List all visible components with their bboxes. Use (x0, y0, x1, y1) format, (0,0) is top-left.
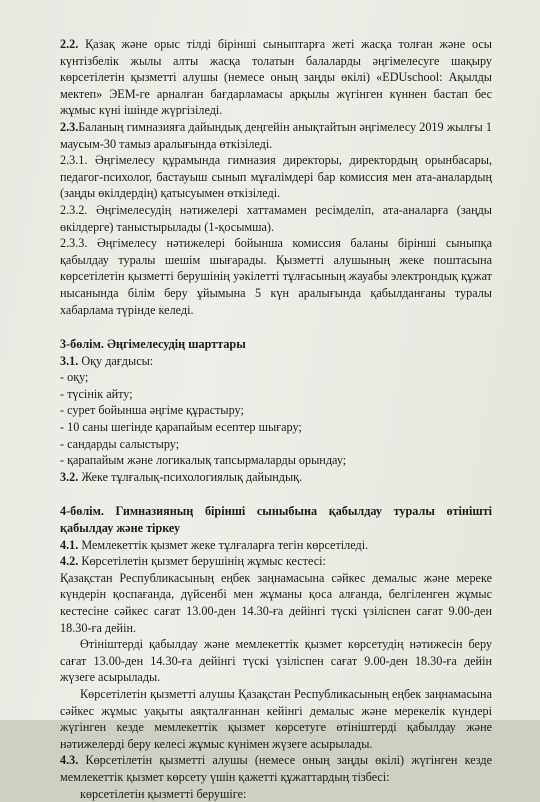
paragraph-2-3-1: 2.3.1. Әңгімелесу құрамында гимназия директоры, директордың орынбасары, педагог-психолог, бастауыш сынып мұғалімдері бар комиссия мен ата-аналардың (заңды өкілдердің) қатысуымен өткізіледі. (60, 153, 492, 201)
list-item: - сандарды салыстыру; (60, 436, 180, 451)
paragraph-2-2 (60, 36, 492, 119)
clause-number: 4.3. (60, 753, 79, 768)
section-heading-text: 4-бөлім. Гимназияның бірінші сыныбына қабылдау туралы өтінішті қабылдау және тіркеу (60, 504, 492, 536)
clause-text: Қазақ және орыс тілді бірінші сыныптарға жеті жасқа толған және осы күнтізбелік жылы алты жасқа толатын балаларды әңгімелесуге шақыру көрсетілетін қызметті алушы (немесе оның заңды өкілі) «EDUschool: Ақылды мектеп» ЭЕМ-ге арналған бағдарламасы арқылы жүгінген күннен бастап бес жұмыс күні ішінде жүргізіледі. (60, 37, 492, 118)
clause-number: 3.1. (60, 353, 79, 368)
paragraph-2-3-2: 2.3.2. Әңгімелесудің нәтижелері хаттамамен ресімделіп, ата-аналарға (заңды өкілдерге) таныстырылады (1-қосымша). (60, 202, 492, 234)
paragraph-3-1 (60, 353, 492, 370)
clause-number: 3.2. (60, 469, 79, 484)
section-heading-text: 3-бөлім. Әңгімелесудің шарттары (60, 337, 246, 352)
paragraph-2-3-3: 2.3.3. Әңгімелесу нәтижелері бойынша комиссия баланы бірінші сыныпқа қабылдау туралы шешім шығарады. Қызметті алушының жеке поштасына көрсетілетін қызметті берушінің уәкілетті тұлғасының жауабы электрондық құжат нысанында білім беру ұйымына 5 күн аралығында қабылданғаны туралы хабарлама түрінде келеді. (60, 236, 492, 317)
clause-number: 4.1. (60, 537, 79, 552)
paragraph-4-2-body-3: Көрсетілетін қызметті алушы Қазақстан Республикасының еңбек заңнамасына сәйкес жұмыс уақыты аяқталғаннан кейінгі демалыс және мерекелік күндері жүгінген кезде мемлекеттік қызмет көрсетуге өтініштерді қабылдау және нәтижелерді беру келесі жұмыс күнімен жүзеге асырылады. (60, 686, 492, 751)
clause-number: 2.3. (60, 119, 79, 134)
list-item: - 10 саны шегінде қарапайым есептер шығару; (60, 420, 302, 435)
list-item: - оқу; (60, 370, 89, 385)
list-item: - түсінік айту; (60, 386, 133, 401)
clause-text: Көрсетілетін қызметті алушы (немесе оның заңды өкілі) жүгінген кезде мемлекеттік қызмет көрсету үшін қажетті құжаттардың тізбесі: (60, 753, 492, 784)
paragraph-4-1 (60, 537, 492, 554)
section-3-heading (60, 336, 492, 353)
section-4-heading (60, 503, 492, 536)
paragraph-4-3 (60, 752, 492, 785)
list-item: - сурет бойынша әңгіме құрастыру; (60, 403, 244, 418)
paragraph-2-3 (60, 119, 492, 152)
clause-text: Баланың гимназияға дайындық деңгейін анықтайтын әңгімелесу 2019 жылғы 1 маусым-30 тамыз аралығында өткізіледі. (60, 119, 492, 151)
clause-text: Оқу дағдысы: (78, 353, 154, 368)
paragraph-3-2 (60, 469, 492, 486)
paragraph-4-2-body-2: Өтініштерді қабылдау және мемлекеттік қызмет көрсетудің нәтижесін беру сағат 13.00-ден 14.30-ға дейінгі түскі үзіліспен сағат 9.00-ден 18.30-ға дейін жүзеге асырылады. (60, 637, 492, 685)
clause-text: Жеке тұлғалық-психологиялық дайындық. (78, 469, 303, 484)
clause-text: Көрсетілетін қызмет берушінің жұмыс кестесі: (78, 554, 326, 569)
clause-text: Мемлекеттік қызмет жеке тұлғаларға тегін көрсетіледі. (78, 537, 369, 552)
paragraph-4-2 (60, 553, 492, 570)
list-item: - қарапайым және логикалық тапсырмаларды орындау; (60, 453, 347, 468)
paragraph-4-3-last: көрсетілетін қызметті берушіге: (80, 786, 247, 801)
paragraph-4-2-body: Қазақстан Республикасының еңбек заңнамасына сәйкес демалыс және мереке күндерін қоспағанда, дүйсенбі мен жұманы қоса алғанда, белгіленген жұмыс кестесіне сәйкес сағат 13.00-ден 14.30-ға дейінгі түскі үзіліспен сағат 9.00-ден 18.30-ға дейін. (60, 570, 492, 635)
clause-number: 2.2. (60, 37, 79, 51)
clause-number: 4.2. (60, 554, 79, 569)
